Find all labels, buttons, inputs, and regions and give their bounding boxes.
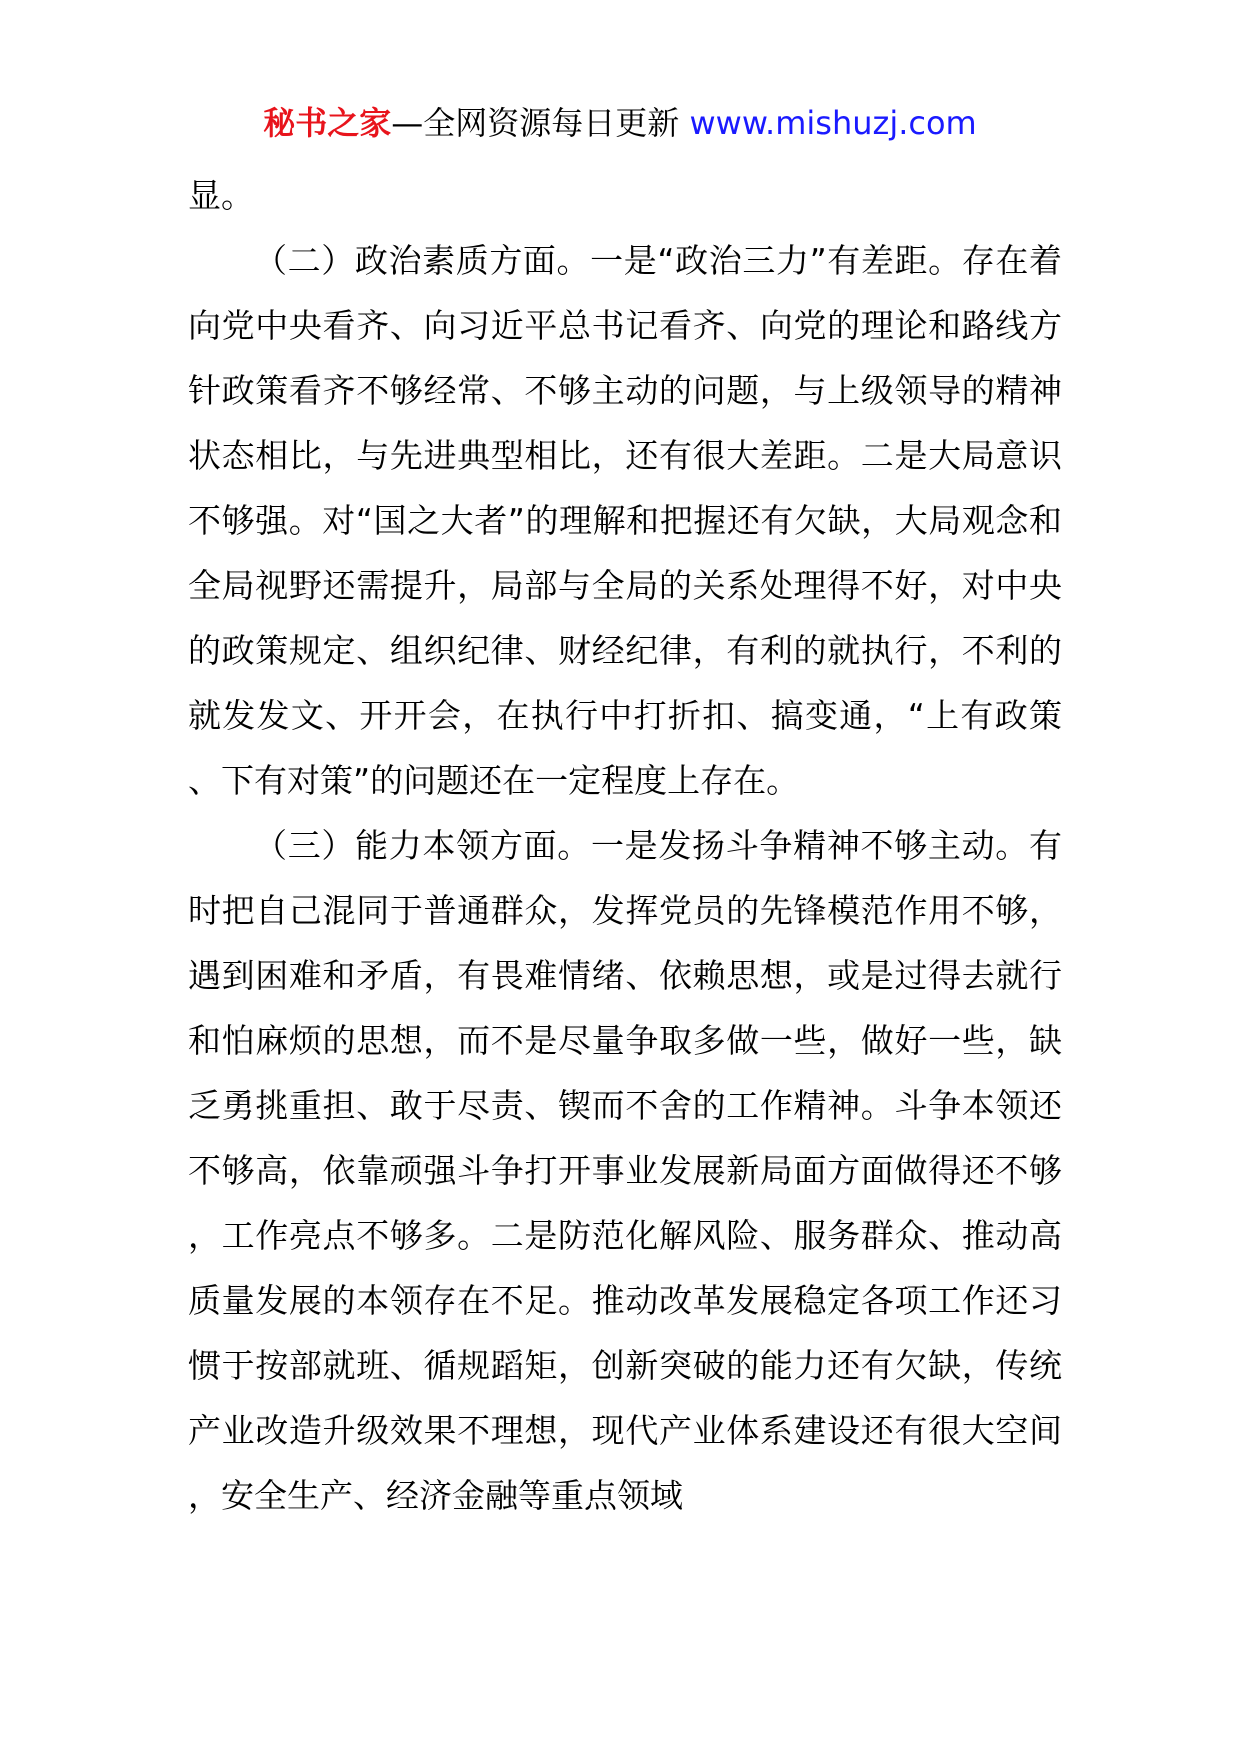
document-body bbox=[188, 163, 1062, 1528]
site-tagline: —全网资源每日更新 bbox=[391, 104, 680, 142]
site-brand: 秘书之家 bbox=[263, 104, 392, 142]
paragraph-ability-skills: （三）能力本领方面。一是发扬斗争精神不够主动。有时把自己混同于普通群众，发挥党员的先锋模范作用不够，遇到困难和矛盾，有畏难情绪、依赖思想，或是过得去就行和怕麻烦的思想，而不是尽量争取多做一些，做好一些，缺乏勇挑重担、敢于尽责、锲而不舍的工作精神。斗争本领还不够高，依靠顽强斗争打开事业发展新局面方面做得还不够，工作亮点不够多。二是防范化解风险、服务群众、推动高质量发展的本领存在不足。推动改革发展稳定各项工作还习惯于按部就班、循规蹈矩，创新突破的能力还有欠缺，传统产业改造升级效果不理想，现代产业体系建设还有很大空间，安全生产、经济金融等重点领域 bbox=[188, 826, 1062, 1515]
site-url-link[interactable]: www.mishuzj.com bbox=[689, 104, 977, 142]
page-header bbox=[0, 98, 1240, 148]
paragraph-continuation: 显。 bbox=[188, 176, 254, 215]
paragraph-political-quality: （二）政治素质方面。一是“政治三力”有差距。存在着向党中央看齐、向习近平总书记看齐、向党的理论和路线方针政策看齐不够经常、不够主动的问题，与上级领导的精神状态相比，与先进典型相比，还有很大差距。二是大局意识不够强。对“国之大者”的理解和把握还有欠缺，大局观念和全局视野还需提升，局部与全局的关系处理得不好，对中央的政策规定、组织纪律、财经纪律，有利的就执行，不利的就发发文、开开会，在执行中打折扣、搞变通，“上有政策、下有对策”的问题还在一定程度上存在。 bbox=[188, 241, 1062, 800]
